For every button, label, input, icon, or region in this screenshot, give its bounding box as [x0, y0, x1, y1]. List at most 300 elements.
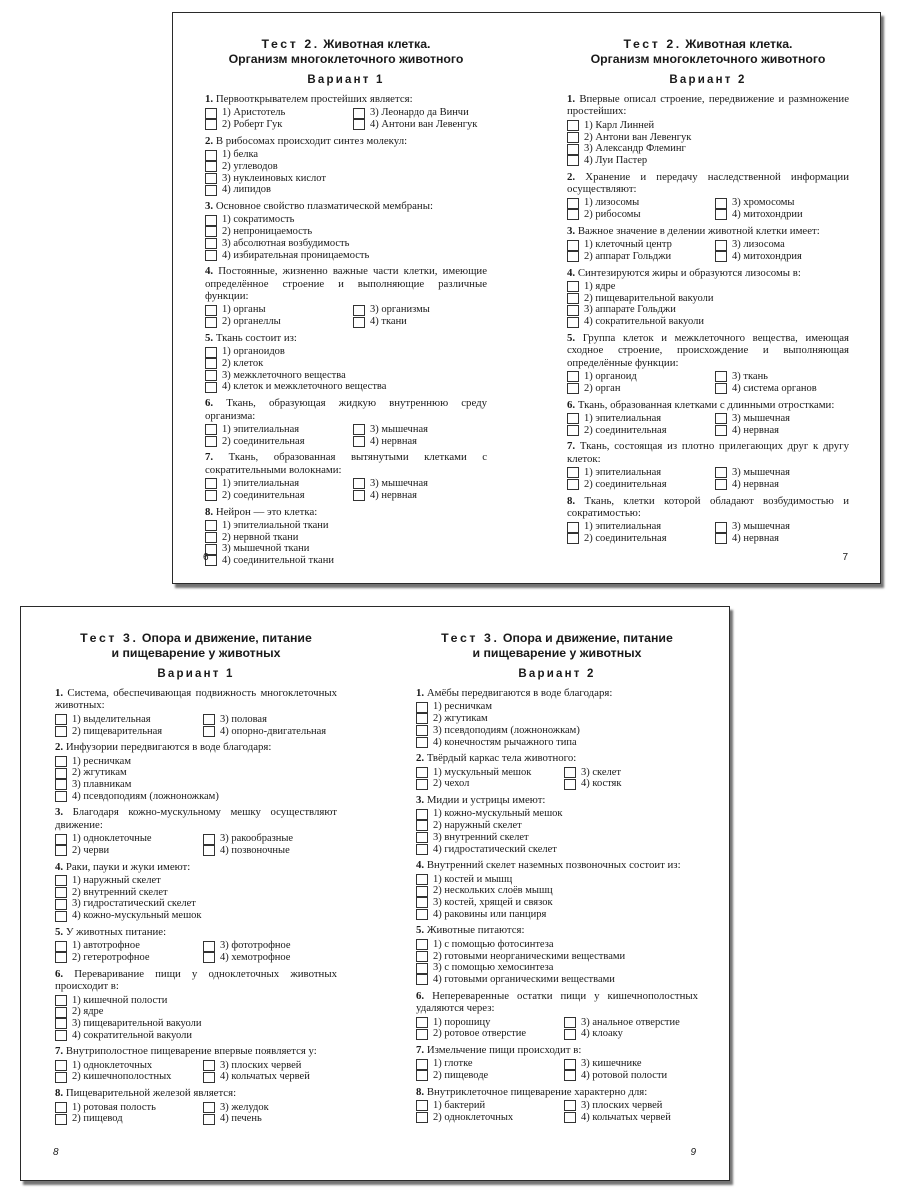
answer-option[interactable] — [715, 209, 849, 221]
question-number: 8. — [567, 494, 576, 507]
answer-checkbox[interactable] — [55, 768, 67, 779]
answer-option[interactable] — [353, 304, 487, 316]
answer-checkbox[interactable] — [55, 1102, 67, 1113]
answer-checkbox[interactable] — [564, 1100, 576, 1111]
answer-option[interactable] — [203, 1071, 337, 1083]
answer-checkbox[interactable] — [416, 909, 428, 920]
answer-option[interactable] — [55, 1102, 203, 1114]
answer-checkbox[interactable] — [55, 875, 67, 886]
answer-label: 3) Леонардо да Винчи — [370, 107, 469, 119]
answer-checkbox[interactable] — [567, 425, 579, 436]
answer-checkbox[interactable] — [416, 1070, 428, 1081]
answer-checkbox[interactable] — [416, 1100, 428, 1111]
answer-checkbox[interactable] — [416, 951, 428, 962]
answer-option[interactable] — [205, 214, 487, 226]
answer-option[interactable] — [567, 371, 715, 383]
answer-label: 3) нуклеиновых кислот — [222, 172, 326, 184]
answer-checkbox[interactable] — [416, 767, 428, 778]
answer-checkbox[interactable] — [567, 120, 579, 131]
answer-checkbox[interactable] — [203, 834, 215, 845]
answer-checkbox[interactable] — [205, 173, 217, 184]
answer-checkbox[interactable] — [567, 383, 579, 394]
answer-option[interactable] — [416, 1112, 564, 1124]
answer-label: 4) митохондрия — [732, 250, 802, 262]
answer-option[interactable] — [203, 845, 337, 857]
answer-option[interactable] — [55, 910, 337, 922]
question-label: Система, обеспечивающая подвижность многоклеточных животных: — [55, 687, 337, 712]
answer-option[interactable] — [567, 304, 849, 316]
answer-checkbox[interactable] — [567, 198, 579, 209]
answer-checkbox[interactable] — [205, 532, 217, 543]
answer-checkbox[interactable] — [416, 897, 428, 908]
answer-checkbox[interactable] — [564, 1112, 576, 1123]
answer-label: 2) нервной ткани — [222, 531, 299, 543]
answer-option[interactable] — [55, 1113, 203, 1125]
question — [55, 806, 337, 856]
answer-checkbox[interactable] — [715, 533, 727, 544]
answer-label: 2) орган — [584, 382, 621, 394]
answer-option[interactable] — [205, 346, 487, 358]
answer-checkbox[interactable] — [416, 963, 428, 974]
question-text — [567, 495, 849, 520]
answer-checkbox[interactable] — [564, 1059, 576, 1070]
answer-option[interactable] — [715, 479, 849, 491]
answer-option[interactable] — [353, 316, 487, 328]
answer-checkbox[interactable] — [205, 347, 217, 358]
answer-checkbox[interactable] — [416, 1017, 428, 1028]
answer-checkbox[interactable] — [55, 756, 67, 767]
answer-option[interactable] — [203, 940, 337, 952]
answer-label: 4) сократительной вакуоли — [72, 1029, 193, 1041]
answer-checkbox[interactable] — [203, 952, 215, 963]
answer-checkbox[interactable] — [567, 413, 579, 424]
answer-checkbox[interactable] — [416, 939, 428, 950]
question — [55, 741, 337, 802]
answer-option[interactable] — [416, 1070, 564, 1082]
answer-checkbox[interactable] — [416, 1112, 428, 1123]
answer-option[interactable] — [416, 909, 698, 921]
answer-checkbox[interactable] — [416, 874, 428, 885]
answer-checkbox[interactable] — [205, 185, 217, 196]
answer-option[interactable] — [564, 1100, 698, 1112]
answer-checkbox[interactable] — [567, 479, 579, 490]
answer-option[interactable] — [55, 1030, 337, 1042]
answer-checkbox[interactable] — [55, 714, 67, 725]
answer-option[interactable] — [715, 413, 849, 425]
answer-label: 2) органеллы — [222, 316, 281, 328]
answer-checkbox[interactable] — [203, 1102, 215, 1113]
answer-label: 3) ракообразные — [220, 833, 294, 845]
answer-checkbox[interactable] — [715, 522, 727, 533]
answer-label: 1) эпителиальной ткани — [222, 519, 329, 531]
answer-option[interactable] — [55, 779, 337, 791]
answer-checkbox[interactable] — [416, 779, 428, 790]
answer-label: 2) непроницаемость — [222, 226, 313, 238]
answer-checkbox[interactable] — [55, 899, 67, 910]
answer-option[interactable] — [567, 383, 715, 395]
answer-checkbox[interactable] — [567, 522, 579, 533]
answer-checkbox[interactable] — [55, 1072, 67, 1083]
answer-option[interactable] — [205, 370, 487, 382]
answer-option[interactable] — [203, 1102, 337, 1114]
answer-option[interactable] — [567, 155, 849, 167]
answer-option[interactable] — [567, 293, 849, 305]
answer-checkbox[interactable] — [567, 317, 579, 328]
answer-option[interactable] — [416, 939, 698, 951]
answer-option[interactable] — [353, 478, 487, 490]
answer-option[interactable] — [416, 778, 564, 790]
answer-options — [416, 767, 698, 790]
answer-checkbox[interactable] — [55, 1030, 67, 1041]
answer-checkbox[interactable] — [205, 424, 217, 435]
answer-option[interactable] — [564, 778, 698, 790]
answer-option[interactable] — [55, 726, 203, 738]
answer-option[interactable] — [567, 467, 715, 479]
answer-checkbox[interactable] — [203, 1072, 215, 1083]
answer-option[interactable] — [567, 425, 715, 437]
question — [567, 495, 849, 545]
answer-checkbox[interactable] — [715, 467, 727, 478]
answer-checkbox[interactable] — [353, 424, 365, 435]
answer-checkbox[interactable] — [567, 144, 579, 155]
answer-checkbox[interactable] — [416, 737, 428, 748]
answer-option[interactable] — [205, 184, 487, 196]
answer-checkbox[interactable] — [205, 490, 217, 501]
answer-checkbox[interactable] — [567, 240, 579, 251]
page-number-left: 6 — [203, 552, 209, 563]
answer-option[interactable] — [55, 833, 203, 845]
answer-option[interactable] — [567, 413, 715, 425]
answer-checkbox[interactable] — [567, 251, 579, 262]
answer-checkbox[interactable] — [715, 251, 727, 262]
page-number-right: 7 — [842, 552, 848, 563]
answer-option[interactable] — [205, 238, 487, 250]
answer-checkbox[interactable] — [353, 305, 365, 316]
answer-checkbox[interactable] — [203, 1060, 215, 1071]
answer-option[interactable] — [416, 701, 698, 713]
answer-option[interactable] — [205, 478, 353, 490]
answer-checkbox[interactable] — [203, 1114, 215, 1125]
answer-checkbox[interactable] — [715, 425, 727, 436]
answer-option[interactable] — [55, 1060, 203, 1072]
answer-option[interactable] — [715, 521, 849, 533]
answer-option[interactable] — [55, 875, 337, 887]
answer-checkbox[interactable] — [567, 371, 579, 382]
answer-checkbox[interactable] — [416, 713, 428, 724]
test-title-line1 — [80, 631, 312, 645]
answer-options — [205, 346, 487, 393]
answer-checkbox[interactable] — [55, 911, 67, 922]
test-title-line1 — [624, 37, 793, 51]
answer-checkbox[interactable] — [205, 161, 217, 172]
answer-checkbox[interactable] — [567, 293, 579, 304]
answer-checkbox[interactable] — [55, 791, 67, 802]
answer-checkbox[interactable] — [55, 941, 67, 952]
answer-option[interactable] — [203, 714, 337, 726]
answer-option[interactable] — [353, 424, 487, 436]
question-number: 1. — [55, 687, 64, 699]
variant-heading: Вариант 1 — [307, 74, 385, 86]
answer-option[interactable] — [205, 532, 487, 544]
answer-option[interactable] — [55, 714, 203, 726]
answer-option[interactable] — [416, 874, 698, 886]
answer-label: 4) сократительной вакуоли — [584, 316, 705, 328]
answer-option[interactable] — [55, 1006, 337, 1018]
answer-checkbox[interactable] — [205, 150, 217, 161]
answer-option[interactable] — [567, 209, 715, 221]
answer-option[interactable] — [416, 951, 698, 963]
answer-checkbox[interactable] — [564, 1029, 576, 1040]
answer-option[interactable] — [715, 383, 849, 395]
answer-label: 4) клеток и межклеточного вещества — [222, 381, 387, 393]
answer-option[interactable] — [564, 1028, 698, 1040]
answer-checkbox[interactable] — [205, 317, 217, 328]
answer-option[interactable] — [567, 281, 849, 293]
answer-option[interactable] — [55, 940, 203, 952]
answer-checkbox[interactable] — [203, 714, 215, 725]
test-topic: Опора и движение, питание — [138, 631, 312, 645]
answer-option[interactable] — [55, 1018, 337, 1030]
page-test2-variant2 — [567, 37, 849, 545]
answer-option[interactable] — [203, 726, 337, 738]
answer-option[interactable] — [353, 119, 487, 131]
answer-option[interactable] — [205, 173, 487, 185]
answer-option[interactable] — [205, 424, 353, 436]
answer-option[interactable] — [416, 1017, 564, 1029]
answer-options — [416, 939, 698, 986]
answer-option[interactable] — [567, 479, 715, 491]
answer-option[interactable] — [564, 1070, 698, 1082]
question — [205, 200, 487, 261]
answer-option[interactable] — [205, 149, 487, 161]
answer-option[interactable] — [416, 1058, 564, 1070]
answer-option[interactable] — [205, 250, 487, 262]
answer-option[interactable] — [567, 197, 715, 209]
answer-checkbox[interactable] — [205, 478, 217, 489]
answer-option[interactable] — [205, 226, 487, 238]
test-topic: Опора и движение, питание — [499, 631, 673, 645]
answer-label: 1) лизосомы — [584, 197, 640, 209]
question — [55, 687, 337, 737]
answer-checkbox[interactable] — [567, 132, 579, 143]
answer-option[interactable] — [567, 132, 849, 144]
answer-option[interactable] — [715, 533, 849, 545]
answer-checkbox[interactable] — [205, 238, 217, 249]
answer-option[interactable] — [203, 952, 337, 964]
answer-options — [416, 1058, 698, 1081]
answer-checkbox[interactable] — [715, 198, 727, 209]
answer-option[interactable] — [715, 197, 849, 209]
answer-option[interactable] — [416, 1028, 564, 1040]
answer-checkbox[interactable] — [567, 209, 579, 220]
answer-option[interactable] — [353, 436, 487, 448]
answer-option[interactable] — [564, 1112, 698, 1124]
answer-option[interactable] — [416, 885, 698, 897]
answer-option[interactable] — [715, 467, 849, 479]
answer-checkbox[interactable] — [205, 382, 217, 393]
answer-option[interactable] — [205, 316, 353, 328]
answer-checkbox[interactable] — [564, 1070, 576, 1081]
answer-option[interactable] — [715, 371, 849, 383]
answer-option[interactable] — [416, 808, 698, 820]
answer-checkbox[interactable] — [715, 479, 727, 490]
answer-option[interactable] — [416, 1100, 564, 1112]
answer-checkbox[interactable] — [353, 108, 365, 119]
answer-checkbox[interactable] — [416, 1029, 428, 1040]
answer-checkbox[interactable] — [715, 371, 727, 382]
answer-option[interactable] — [416, 974, 698, 986]
question — [55, 1087, 337, 1125]
answer-option[interactable] — [55, 887, 337, 899]
answer-option[interactable] — [353, 107, 487, 119]
answer-option[interactable] — [205, 107, 353, 119]
answer-checkbox[interactable] — [567, 155, 579, 166]
answer-option[interactable] — [416, 962, 698, 974]
question — [567, 440, 849, 490]
answer-option[interactable] — [564, 1058, 698, 1070]
answer-checkbox[interactable] — [416, 725, 428, 736]
answer-checkbox[interactable] — [55, 779, 67, 790]
answer-label: 4) соединительной ткани — [222, 555, 334, 567]
answer-option[interactable] — [55, 756, 337, 768]
answer-checkbox[interactable] — [55, 1007, 67, 1018]
answer-option[interactable] — [567, 521, 715, 533]
answer-option[interactable] — [416, 767, 564, 779]
answer-option[interactable] — [567, 251, 715, 263]
answer-checkbox[interactable] — [205, 305, 217, 316]
answer-checkbox[interactable] — [55, 726, 67, 737]
answer-checkbox[interactable] — [416, 832, 428, 843]
answer-option[interactable] — [205, 119, 353, 131]
answer-option[interactable] — [564, 1017, 698, 1029]
answer-label: 3) кишечнике — [581, 1058, 642, 1070]
answer-option[interactable] — [564, 767, 698, 779]
answer-option[interactable] — [205, 304, 353, 316]
answer-option[interactable] — [55, 995, 337, 1007]
answer-checkbox[interactable] — [203, 845, 215, 856]
answer-option[interactable] — [55, 898, 337, 910]
answer-checkbox[interactable] — [205, 215, 217, 226]
answer-option[interactable] — [205, 161, 487, 173]
answer-option[interactable] — [567, 143, 849, 155]
answer-option[interactable] — [203, 1060, 337, 1072]
answer-option[interactable] — [203, 1113, 337, 1125]
question-label: Раки, пауки и жуки имеют: — [65, 860, 191, 873]
answer-checkbox[interactable] — [353, 317, 365, 328]
answer-checkbox[interactable] — [564, 1017, 576, 1028]
answer-option[interactable] — [205, 490, 353, 502]
answer-option[interactable] — [416, 713, 698, 725]
answer-checkbox[interactable] — [203, 726, 215, 737]
answer-option[interactable] — [205, 436, 353, 448]
answer-checkbox[interactable] — [205, 436, 217, 447]
answer-checkbox[interactable] — [353, 478, 365, 489]
answer-option[interactable] — [205, 358, 487, 370]
answer-checkbox[interactable] — [55, 834, 67, 845]
answer-option[interactable] — [55, 845, 203, 857]
answer-option[interactable] — [416, 737, 698, 749]
answer-checkbox[interactable] — [353, 119, 365, 130]
answer-label: 2) пищеварительной вакуоли — [584, 292, 714, 304]
question-label: Внутриполостное пищеварение впервые появляется у: — [65, 1045, 317, 1058]
answer-option[interactable] — [416, 844, 698, 856]
answer-checkbox[interactable] — [715, 209, 727, 220]
answer-checkbox[interactable] — [564, 767, 576, 778]
answer-option[interactable] — [55, 767, 337, 779]
answer-checkbox[interactable] — [55, 887, 67, 898]
answer-checkbox[interactable] — [205, 358, 217, 369]
answer-checkbox[interactable] — [55, 845, 67, 856]
answer-option[interactable] — [416, 820, 698, 832]
answer-checkbox[interactable] — [55, 1114, 67, 1125]
answer-option[interactable] — [567, 316, 849, 328]
answer-checkbox[interactable] — [55, 952, 67, 963]
answer-checkbox[interactable] — [416, 974, 428, 985]
answer-checkbox[interactable] — [567, 467, 579, 478]
answer-option[interactable] — [205, 520, 487, 532]
answer-checkbox[interactable] — [205, 370, 217, 381]
answer-checkbox[interactable] — [564, 779, 576, 790]
answer-checkbox[interactable] — [416, 844, 428, 855]
answer-option[interactable] — [205, 543, 487, 555]
answer-checkbox[interactable] — [416, 1059, 428, 1070]
answer-checkbox[interactable] — [55, 1018, 67, 1029]
answer-checkbox[interactable] — [416, 820, 428, 831]
answer-option[interactable] — [715, 239, 849, 251]
answer-option[interactable] — [203, 833, 337, 845]
answer-option[interactable] — [416, 897, 698, 909]
answer-label: 3) гидростатический скелет — [72, 898, 196, 910]
answer-option[interactable] — [567, 533, 715, 545]
answer-checkbox[interactable] — [205, 520, 217, 531]
answer-checkbox[interactable] — [715, 413, 727, 424]
answer-option[interactable] — [55, 952, 203, 964]
answer-checkbox[interactable] — [567, 533, 579, 544]
answer-checkbox[interactable] — [416, 886, 428, 897]
answer-option[interactable] — [205, 381, 487, 393]
answer-options — [567, 239, 849, 262]
answer-option[interactable] — [715, 251, 849, 263]
answer-option[interactable] — [55, 1071, 203, 1083]
answer-option[interactable] — [353, 490, 487, 502]
answer-checkbox[interactable] — [205, 250, 217, 261]
answer-checkbox[interactable] — [715, 383, 727, 394]
answer-checkbox[interactable] — [567, 281, 579, 292]
question-text — [416, 794, 698, 806]
question-text — [205, 332, 487, 344]
answer-option[interactable] — [416, 725, 698, 737]
answer-option[interactable] — [715, 425, 849, 437]
answer-checkbox[interactable] — [205, 119, 217, 130]
answer-option[interactable] — [567, 239, 715, 251]
answer-checkbox[interactable] — [567, 305, 579, 316]
answer-option[interactable] — [205, 555, 487, 567]
answer-option[interactable] — [55, 791, 337, 803]
answer-checkbox[interactable] — [203, 941, 215, 952]
answer-checkbox[interactable] — [353, 436, 365, 447]
answer-checkbox[interactable] — [55, 995, 67, 1006]
answer-checkbox[interactable] — [416, 809, 428, 820]
answer-checkbox[interactable] — [55, 1060, 67, 1071]
answer-checkbox[interactable] — [205, 226, 217, 237]
answer-option[interactable] — [567, 120, 849, 132]
answer-checkbox[interactable] — [416, 702, 428, 713]
answer-option[interactable] — [416, 832, 698, 844]
answer-checkbox[interactable] — [353, 490, 365, 501]
answer-checkbox[interactable] — [715, 240, 727, 251]
answer-label: 1) органоидов — [222, 346, 285, 358]
answer-checkbox[interactable] — [205, 108, 217, 119]
